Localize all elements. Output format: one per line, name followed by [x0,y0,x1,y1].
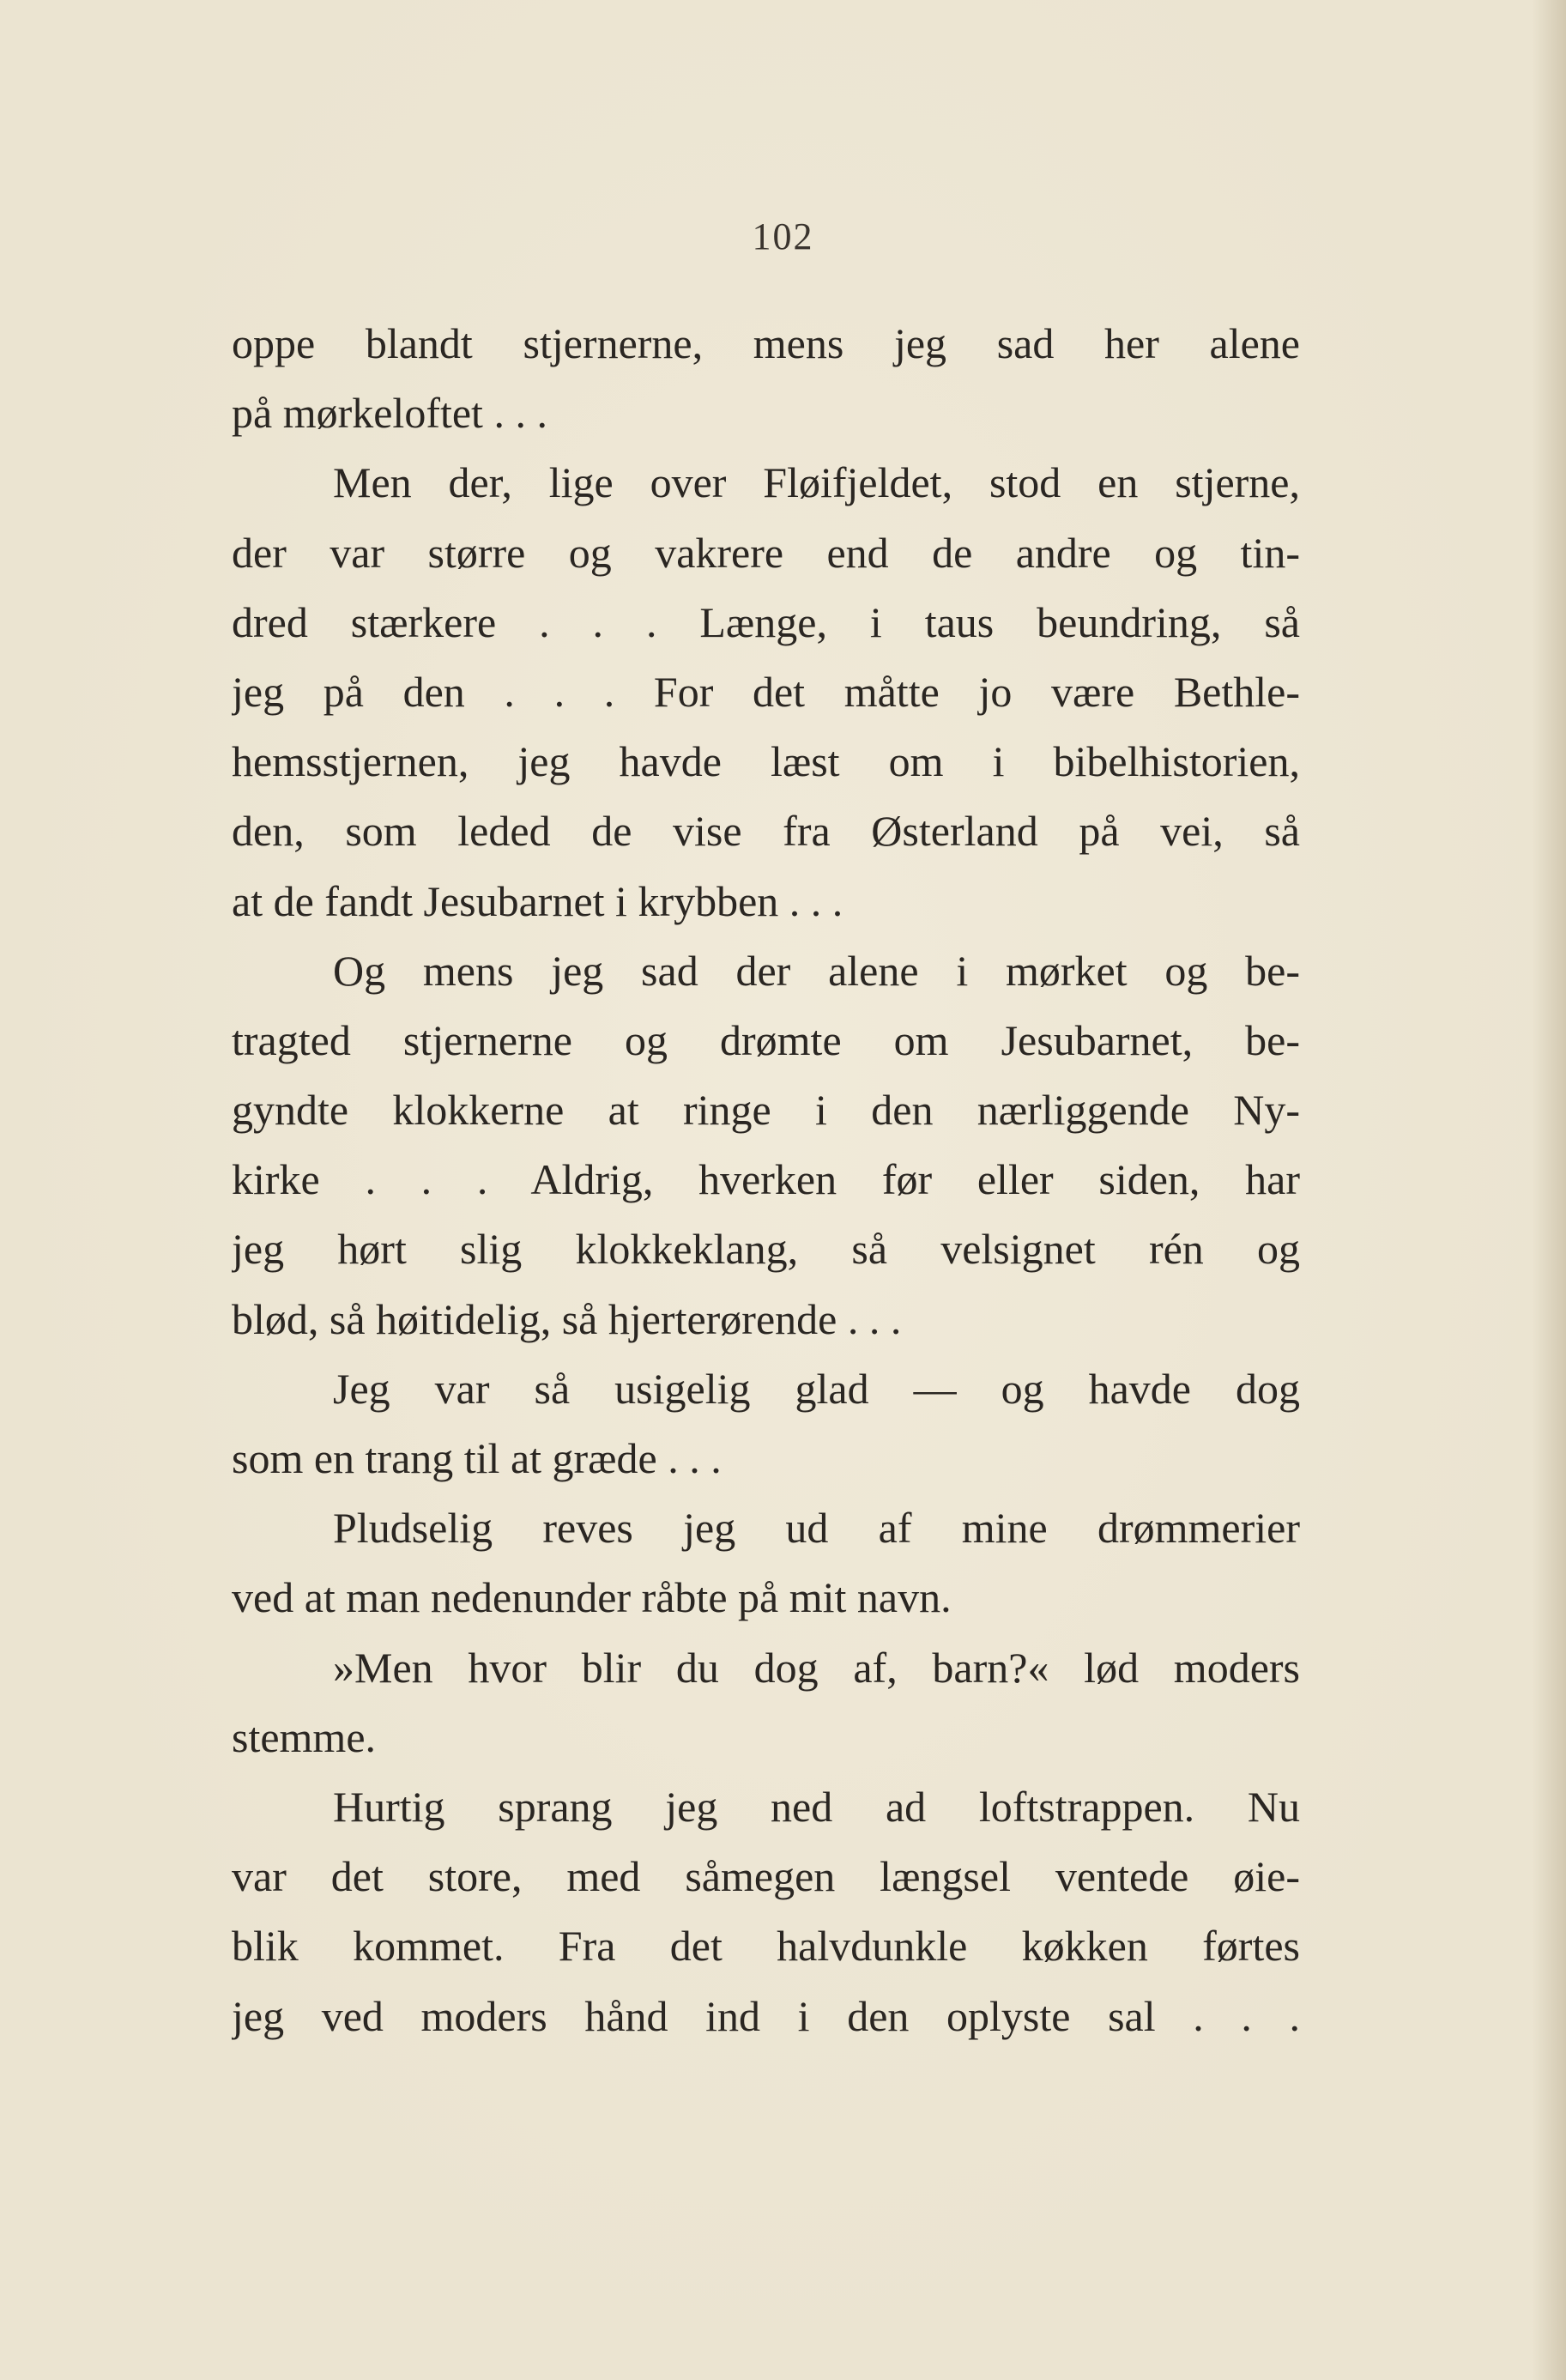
text-line: stemme. [232,1712,377,1761]
text-line: gyndte klokkerne at ringe i den nærliggende Ny- [232,1086,1300,1135]
text-line: Hurtig sprang jeg ned ad loftstrappen. Nu [333,1782,1300,1831]
text-line: Pludselig reves jeg ud af mine drømmerier [333,1504,1300,1553]
text-line: hemsstjernen, jeg havde læst om i bibelhistorien, [232,737,1300,786]
text-line: jeg på den . . . For det måtte jo være Bethle- [232,667,1300,716]
text-line: blød, så høitidelig, så hjerterørende . . . [232,1294,902,1343]
text-line: jeg ved moders hånd ind i den oplyste sal . . . [232,1991,1300,2040]
text-line: var det store, med såmegen længsel ventede øie- [232,1852,1300,1901]
text-line: oppe blandt stjernerne, mens jeg sad her alene [232,319,1300,367]
text-line: ved at man nedenunder råbte på mit navn. [232,1573,952,1622]
text-line: blik kommet. Fra det halvdunkle køkken førtes [232,1922,1300,1971]
text-line: Men der, lige over Fløifjeldet, stod en stjerne, [333,458,1300,507]
page-edge-shadow [1532,0,1566,2380]
text-line: den, som leded de vise fra Østerland på vei, så [232,807,1300,856]
text-line: at de fandt Jesubarnet i krybben . . . [232,876,843,925]
text-line: kirke . . . Aldrig, hverken før eller siden, har [232,1155,1300,1204]
text-line: som en trang til at græde . . . [232,1434,722,1482]
text-line: jeg hørt slig klokkeklang, så velsignet rén og [232,1225,1300,1274]
text-line: tragted stjernerne og drømte om Jesubarnet, be- [232,1015,1300,1064]
text-line: på mørkeloftet . . . [232,389,547,438]
text-line: dred stærkere . . . Længe, i taus beundring, så [232,597,1300,646]
text-line: »Men hvor blir du dog af, barn?« lød moders [333,1643,1300,1692]
body-text [232,309,1300,2051]
text-line: Jeg var så usigelig glad — og havde dog [333,1364,1300,1413]
text-line: der var større og vakrere end de andre og tin- [232,528,1300,577]
page-number: 102 [752,215,814,257]
text-line: Og mens jeg sad der alene i mørket og be- [333,946,1300,995]
